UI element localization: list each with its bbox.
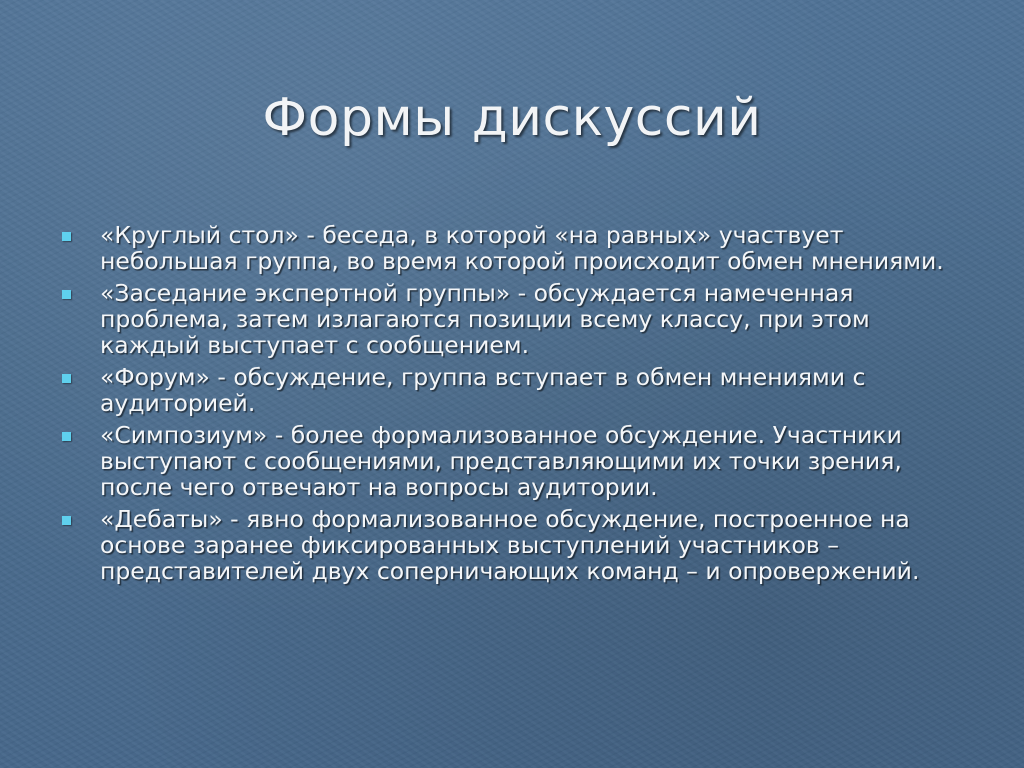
bullet-text: «Форум» - обсуждение, группа вступает в обмен мнениями с аудиторией. — [100, 363, 866, 417]
square-bullet-icon — [62, 232, 71, 241]
square-bullet-icon — [62, 516, 71, 525]
square-bullet-icon — [62, 374, 71, 383]
bullet-item-expert-group — [62, 280, 972, 358]
slide-title: Формы дискуссий — [262, 88, 762, 148]
bullet-item-symposium — [62, 422, 972, 500]
bullet-item-debates — [62, 506, 972, 584]
bullet-list — [62, 222, 972, 590]
square-bullet-icon — [62, 432, 71, 441]
bullet-text: «Симпозиум» - более формализованное обсуждение. Участники выступают с сообщениями, представляющими их точки зрения, после чего отвечают на вопросы аудитории. — [100, 421, 902, 501]
bullet-text: «Заседание экспертной группы» - обсуждается намеченная проблема, затем излагаются позиции всему классу, при этом каждый выступает с сообщением. — [100, 279, 870, 359]
bullet-text: «Дебаты» - явно формализованное обсуждение, построенное на основе заранее фиксированных выступлений участников – представителей двух соперничающих команд – и опровержений. — [100, 505, 920, 585]
bullet-item-round-table — [62, 222, 972, 274]
square-bullet-icon — [62, 290, 71, 299]
bullet-item-forum — [62, 364, 972, 416]
bullet-text: «Круглый стол» - беседа, в которой «на равных» участвует небольшая группа, во время которой происходит обмен мнениями. — [100, 221, 944, 275]
